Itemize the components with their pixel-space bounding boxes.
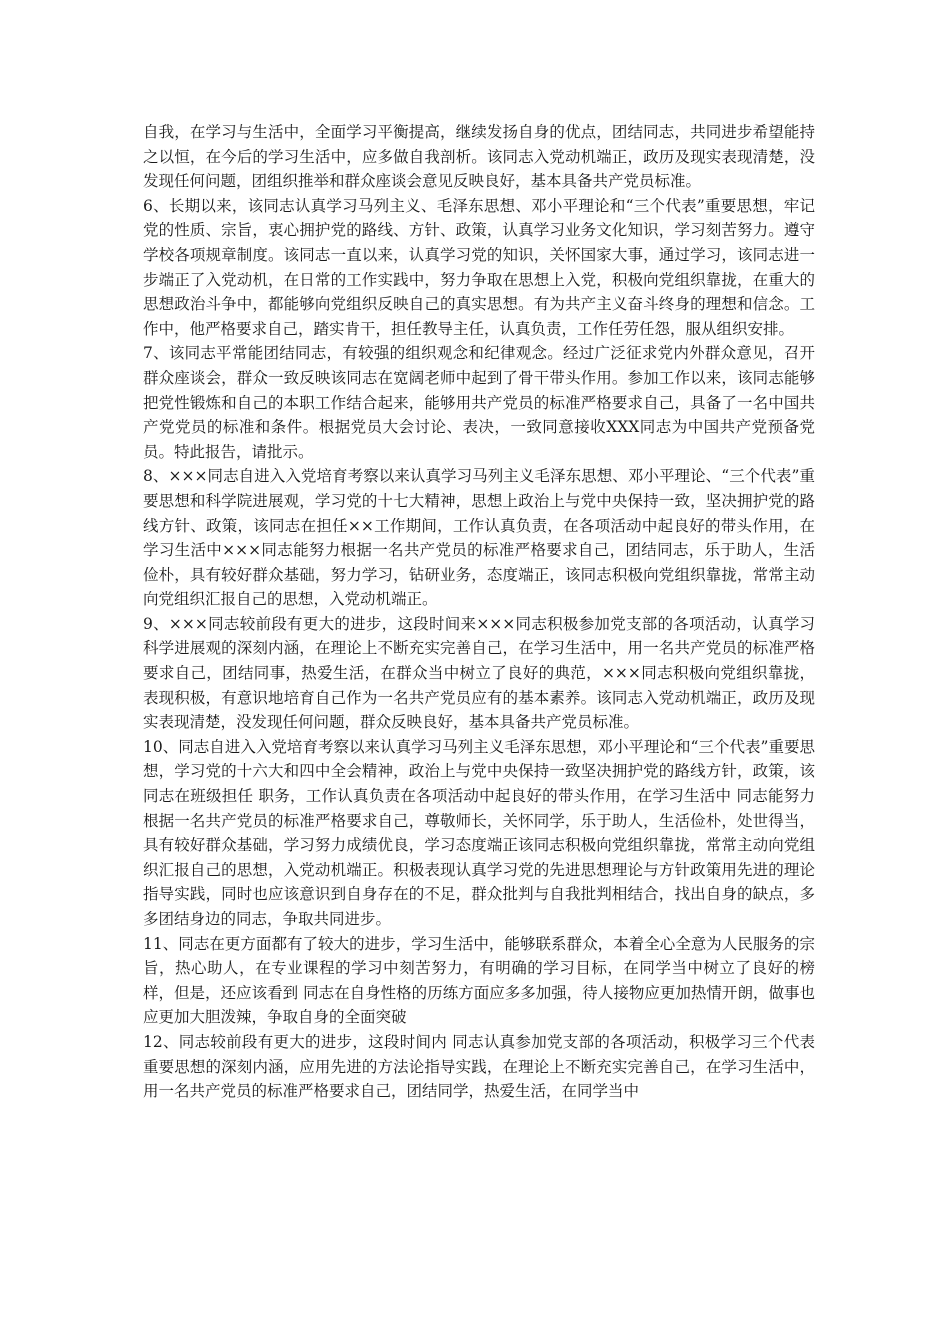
paragraph-item-6: 6、长期以来，该同志认真学习马列主义、毛泽东思想、邓小平理论和“三个代表”重要思想，牢记党的性质、宗旨，衷心拥护党的路线、方针、政策，认真学习业务文化知识，学习刻苦努力。遵守学校各项规章制度。该同志一直以来，认真学习党的知识，关怀国家大事，通过学习，该同志进一步端正了入党动机，在日常的工作实践中，努力争取在思想上入党，积极向党组织靠拢，在重大的思想政治斗争中，都能够向党组织反映自己的真实思想。有为共产主义奋斗终身的理想和信念。工作中，他严格要求自己，踏实肯干，担任教导主任，认真负责，工作任劳任怨，服从组织安排。 [143, 196, 815, 338]
paragraph-item-9: 9、×××同志较前段有更大的进步，这段时间来×××同志积极参加党支部的各项活动，认真学习科学进展观的深刻内涵，在理论上不断充实完善自己，在学习生活中，用一名共产党员的标准严格要求自己，团结同事，热爱生活，在群众当中树立了良好的典范，×××同志积极向党组织靠拢，表现积极，有意识地培育自己作为一名共产党员应有的基本素养。该同志入党动机端正，政历及现实表现清楚，没发现任何问题，群众反映良好，基本具备共产党员标准。 [143, 614, 815, 732]
paragraph-item-11: 11、同志在更方面都有了较大的进步，学习生活中，能够联系群众，本着全心全意为人民服务的宗旨，热心助人，在专业课程的学习中刻苦努力，有明确的学习目标，在同学当中树立了良好的榜样，但是，还应该看到 同志在自身性格的历练方面应多多加强，待人接物应更加热情开朗，做事也应更加大胆泼辣，争取自身的全面突破 [143, 934, 815, 1027]
paragraph-item-8: 8、×××同志自进入入党培育考察以来认真学习马列主义毛泽东思想、邓小平理论、“三个代表”重要思想和科学院进展观，学习党的十七大精神，思想上政治上与党中央保持一致，坚决拥护党的路线方针、政策，该同志在担任××工作期间，工作认真负责，在各项活动中起良好的带头作用，在学习生活中×××同志能努力根据一名共产党员的标准严格要求自己，团结同志，乐于助人，生活俭朴，具有较好群众基础，努力学习，钻研业务，态度端正，该同志积极向党组织靠拢，常常主动向党组织汇报自己的思想，入党动机端正。 [143, 467, 815, 609]
paragraph-item-10: 10、同志自进入入党培育考察以来认真学习马列主义毛泽东思想，邓小平理论和“三个代表”重要思想，学习党的十六大和四中全会精神，政治上与党中央保持一致坚决拥护党的路线方针，政策，该同志在班级担任 职务，工作认真负责在各项活动中起良好的带头作用，在学习生活中 同志能努力根据一名共产党员的标准严格要求自己，尊敬师长，关怀同学，乐于助人，生活俭朴，处世得当，具有较好群众基础，学习努力成绩优良，学习态度端正该同志积极向党组织靠拢，常常主动向党组织汇报自己的思想，入党动机端正。积极表现认真学习党的先进思想理论与方针政策用先进的理论指导实践，同时也应该意识到自身存在的不足，群众批判与自我批判相结合，找出自身的缺点，多多团结身边的同志，争取共同进步。 [143, 737, 815, 928]
paragraph-item-7: 7、该同志平常能团结同志，有较强的组织观念和纪律观念。经过广泛征求党内外群众意见，召开群众座谈会，群众一致反映该同志在宽阔老师中起到了骨干带头作用。参加工作以来，该同志能够把党性锻炼和自己的本职工作结合起来，能够用共产党员的标准严格要求自己，具备了一名中国共产党党员的标准和条件。根据党员大会讨论、表决，一致同意接收XXX同志为中国共产党预备党员。特此报告，请批示。 [143, 344, 815, 461]
paragraph-item-12: 12、同志较前段有更大的进步，这段时间内 同志认真参加党支部的各项活动，积极学习三个代表重要思想的深刻内涵，应用先进的方法论指导实践，在理论上不断充实完善自己，在学习生活中，用一名共产党员的标准严格要求自己，团结同学，热爱生活，在同学当中 [143, 1032, 815, 1101]
document-body [143, 120, 815, 1104]
paragraph-continuation: 自我，在学习与生活中，全面学习平衡提高，继续发扬自身的优点，团结同志，共同进步希望能持之以恒，在今后的学习生活中，应多做自我剖析。该同志入党动机端正，政历及现实表现清楚，没发现任何问题，团组织推举和群众座谈会意见反映良好，基本具备共产党员标准。 [143, 123, 815, 191]
